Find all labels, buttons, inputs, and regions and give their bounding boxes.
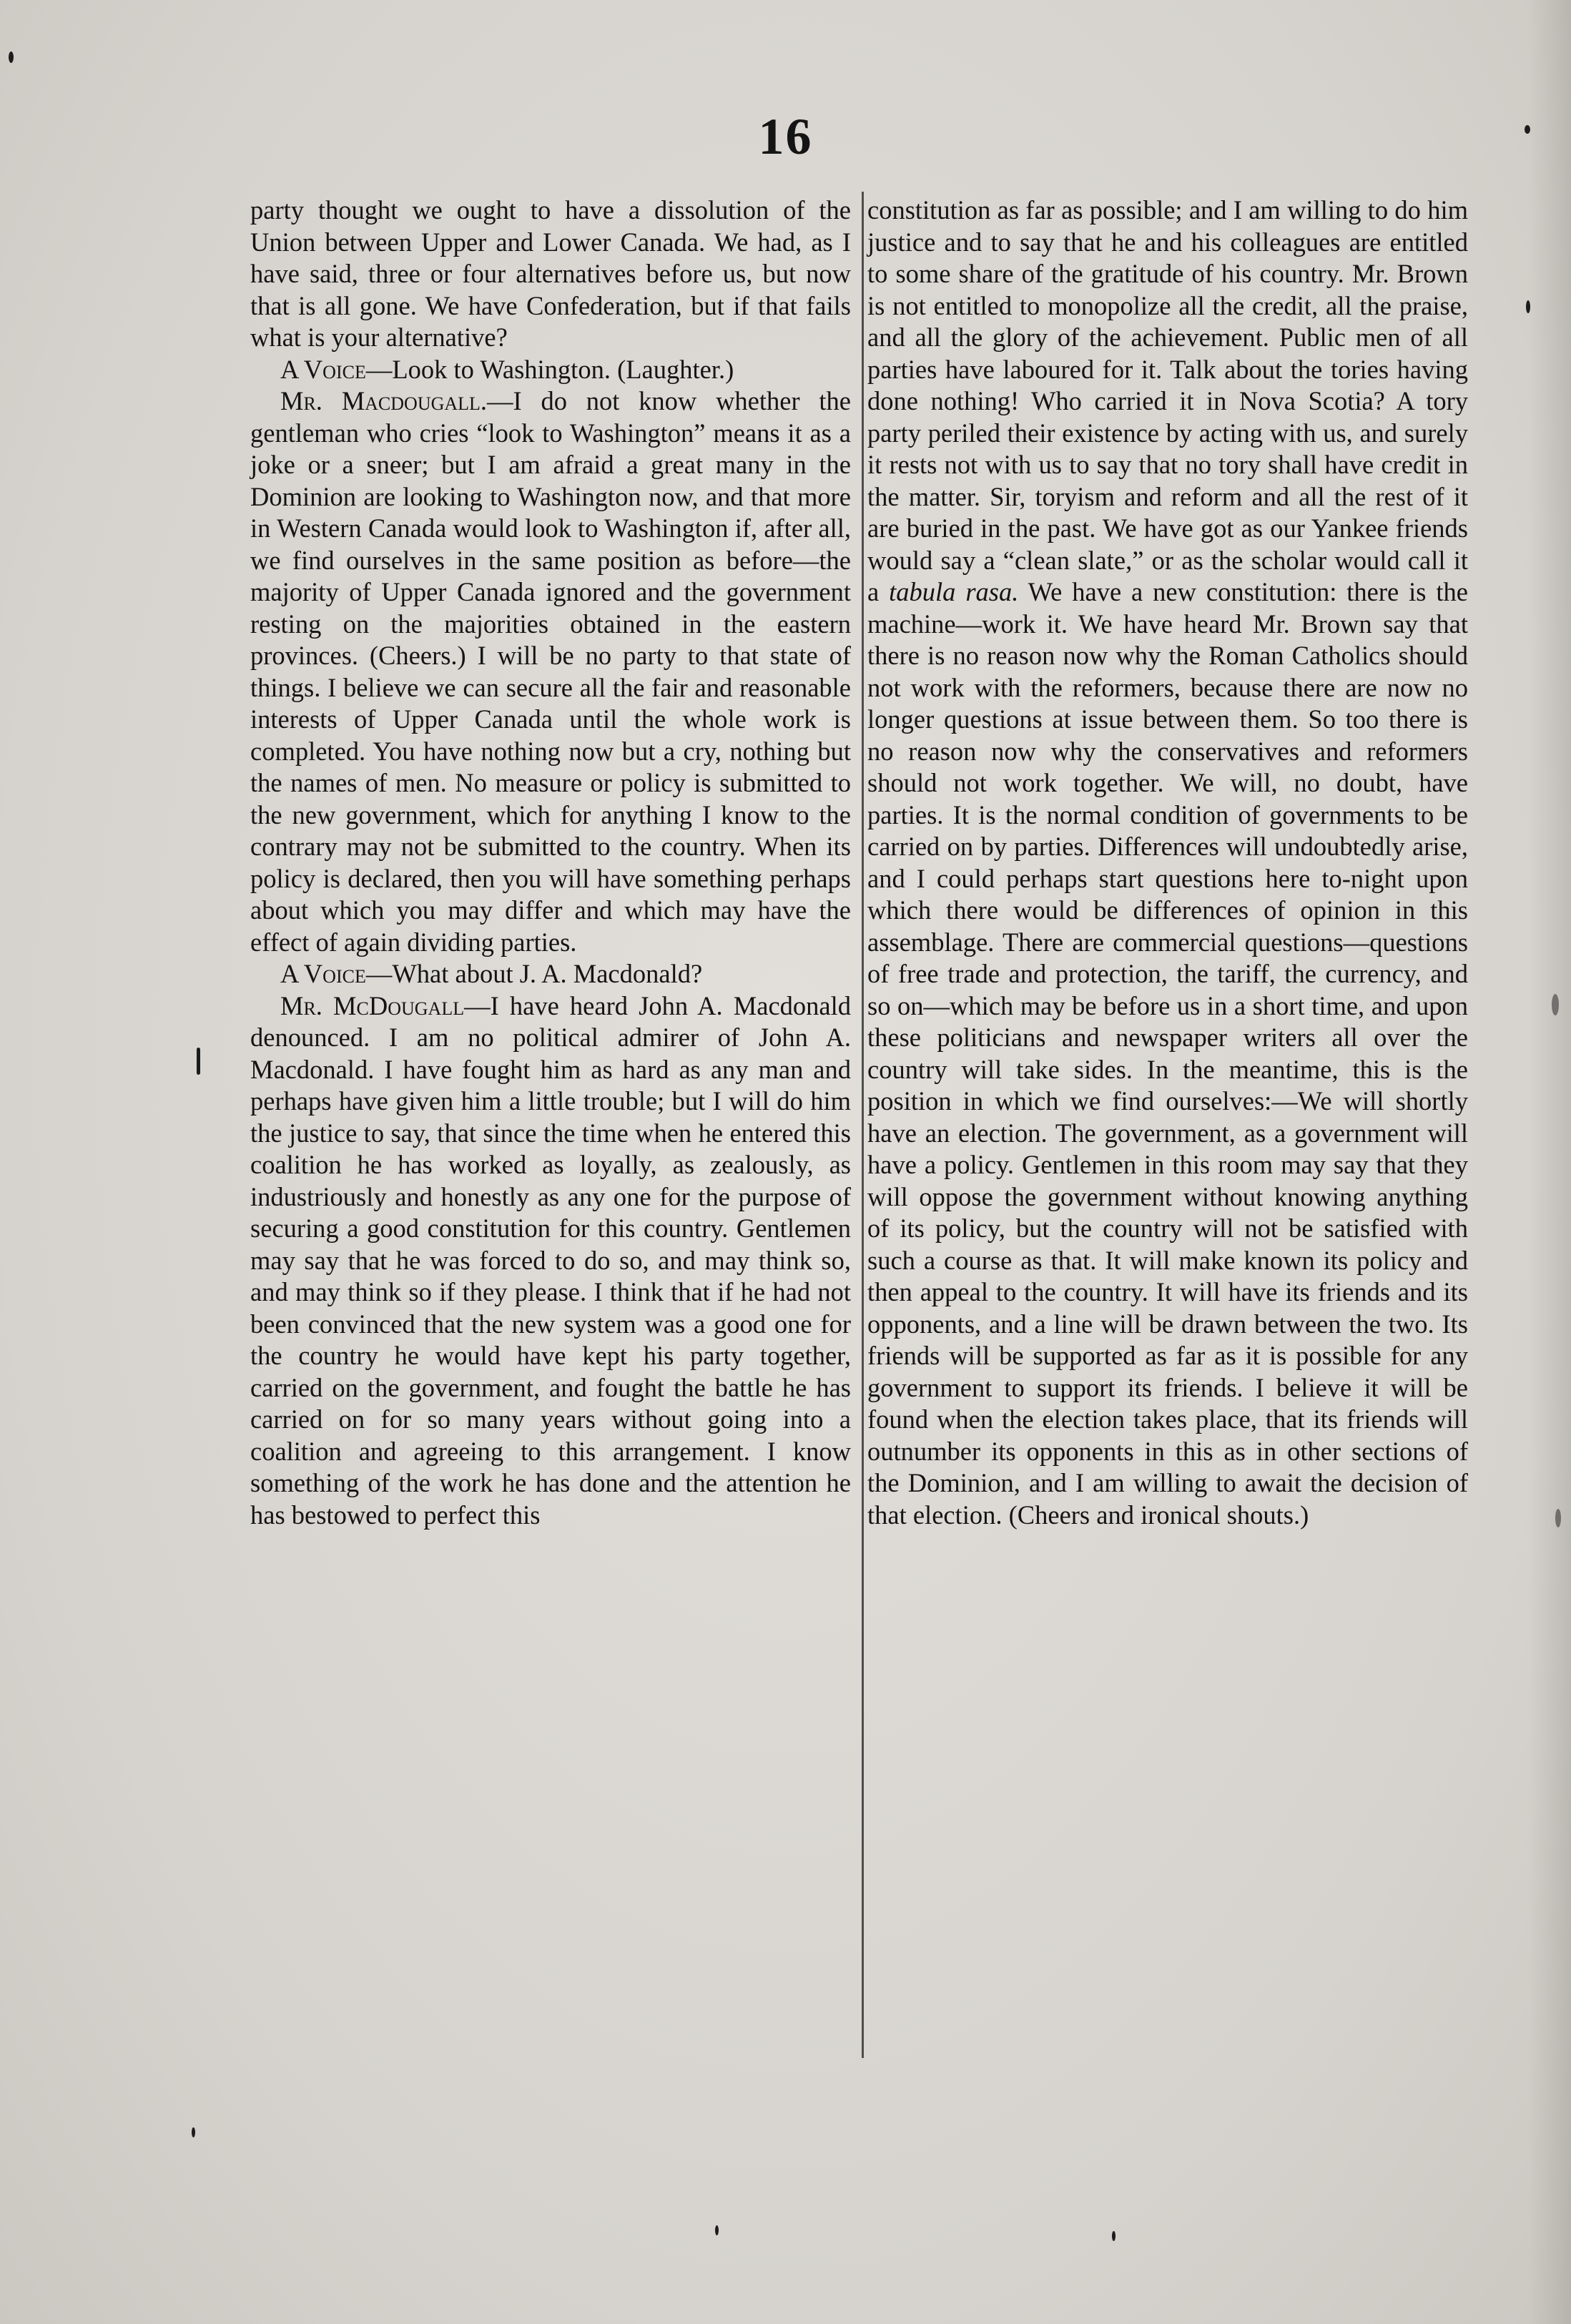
- speech-paragraph: [250, 958, 851, 990]
- scan-speck: [1555, 1509, 1561, 1527]
- paragraph-text: constitution as far as possible; and I am willing to do him justice and to say that he and his colleagues are entitled to some share of the gratitude of his country. Mr. Brown is not entitled to monopolize all the credit, all the praise, and all the glory of the achievement. Public men of all parties have laboured for it. Talk about the tories having done nothing! Who carried it in Nova Scotia? A tory party periled their existence by acting with us, and surely it rests not with us to say that no tory shall have credit in the matter. Sir, toryism and reform and all the rest of it are buried in the past. We have got as our Yankee friends would say a “clean slate,” or as the scholar would call it a: [867, 195, 1468, 606]
- scan-speck: [715, 2225, 719, 2235]
- left-column: [250, 195, 851, 1531]
- speaker-name: Mr. Macdougall.: [280, 386, 488, 415]
- speaker-name: A Voice: [280, 959, 366, 988]
- page-number: 16: [758, 108, 813, 165]
- scan-speck: [1526, 300, 1530, 313]
- speaker-name: Mr. McDougall: [280, 990, 465, 1020]
- scan-speck: [1112, 2231, 1116, 2241]
- page-edge-shadow: [1528, 0, 1571, 2324]
- right-column: [867, 195, 1468, 1531]
- italic-phrase: tabula rasa.: [889, 577, 1019, 606]
- speaker-name: A Voice: [280, 354, 366, 384]
- speech-text: Look to Washington. (Laughter.): [392, 354, 734, 384]
- speech-paragraph: [250, 385, 851, 958]
- scan-speck: [9, 51, 14, 63]
- paragraph-continuation: [867, 195, 1468, 1531]
- column-divider: [862, 192, 864, 2058]
- paragraph-continuation: [250, 195, 851, 354]
- paragraph-text-after: We have a new constitution: there is the machine—work it. We have heard Mr. Brown say that there is no reason now why the Roman Catholics should not work with the reformers, because there are now no longer questions at issue between them. So too there is no reason now why the conservatives and reformers should not work together. We will, no doubt, have parties. It is the normal condition of governments to be carried on by parties. Differences will undoubtedly arise, and I could perhaps start questions here to-night upon which there would be differences of opinion in this assemblage. There are commercial questions—questions of free trade and protection, the tariff, the currency, and so on—which may be before us in a short time, and upon these politicians and newspaper writers all over the country will take sides. In the meantime, this is the position in which we find ourselves:—We will shortly have an election. The government, as a government will have a policy. Gentlemen in this room may say that they will oppose the government without knowing anything of its policy, but the country will not be satisfied with such a course as that. It will make known its policy and then appeal to the country. It will have its friends and its opponents, and a line will be drawn between the two. Its friends will be supported as far as it is possible for any government to support its friends. I believe it will be found when the election takes place, that its friends will outnumber its opponents in this as in other sections of the Dominion, and I am willing to await the decision of that election. (Cheers and ironical shouts.): [867, 577, 1468, 1530]
- speech-text: I have heard John A. Macdonald denounced. I am no political admirer of John A. Macdonald. I have fought him as hard as any man and perhaps have given him a little trouble; but I will do him the justice to say, that since the time when he entered this coalition he has worked as loyally, as zealously, as industriously and honestly as any one for the purpose of securing a good constitution for this country. Gentlemen may say that he was forced to do so, and may think so, and may think so if they please. I think that if he had not been convinced that the new system was a good one for the country he would have kept his party together, carried on the government, and fought the battle he has carried on for so many years without going into a coalition and agreeing to this arrangement. I know something of the work he has done and the attention he has bestowed to perfect this: [250, 990, 852, 1530]
- scan-speck: [192, 2127, 195, 2137]
- scan-speck: [1552, 994, 1559, 1015]
- scan-speck: [1525, 125, 1530, 134]
- speech-paragraph: [250, 354, 851, 386]
- speaker-separator: —: [365, 354, 393, 384]
- speech-paragraph: [250, 990, 851, 1532]
- speaker-separator: —: [487, 386, 513, 415]
- speaker-separator: —: [365, 959, 393, 988]
- scan-speck: [197, 1048, 200, 1075]
- speech-text: What about J. A. Macdonald?: [392, 959, 703, 988]
- speaker-separator: —: [464, 990, 491, 1020]
- paragraph-text: party thought we ought to have a dissolution of the Union between Upper and Lower Canada. We had, as I have said, three or four alternatives before us, but now that is all gone. We have Confederation, but if that fails what is your alternative?: [250, 195, 851, 352]
- speech-text: I do not know whether the gentleman who cries “look to Washington” means it as a joke or a sneer; but I am afraid a great many in the Dominion are looking to Washington now, and that more in Western Canada would look to Washington if, after all, we find ourselves in the same position as before—the majority of Upper Canada ignored and the government resting on the majorities obtained in the eastern provinces. (Cheers.) I will be no party to that state of things. I believe we can secure all the fair and reasonable interests of Upper Canada until the whole work is completed. You have nothing now but a cry, nothing but the names of men. No measure or policy is submitted to the new government, which for anything I know to the contrary may not be submitted to the country. When its policy is declared, then you will have something perhaps about which you may differ and which may have the effect of again dividing parties.: [250, 386, 851, 957]
